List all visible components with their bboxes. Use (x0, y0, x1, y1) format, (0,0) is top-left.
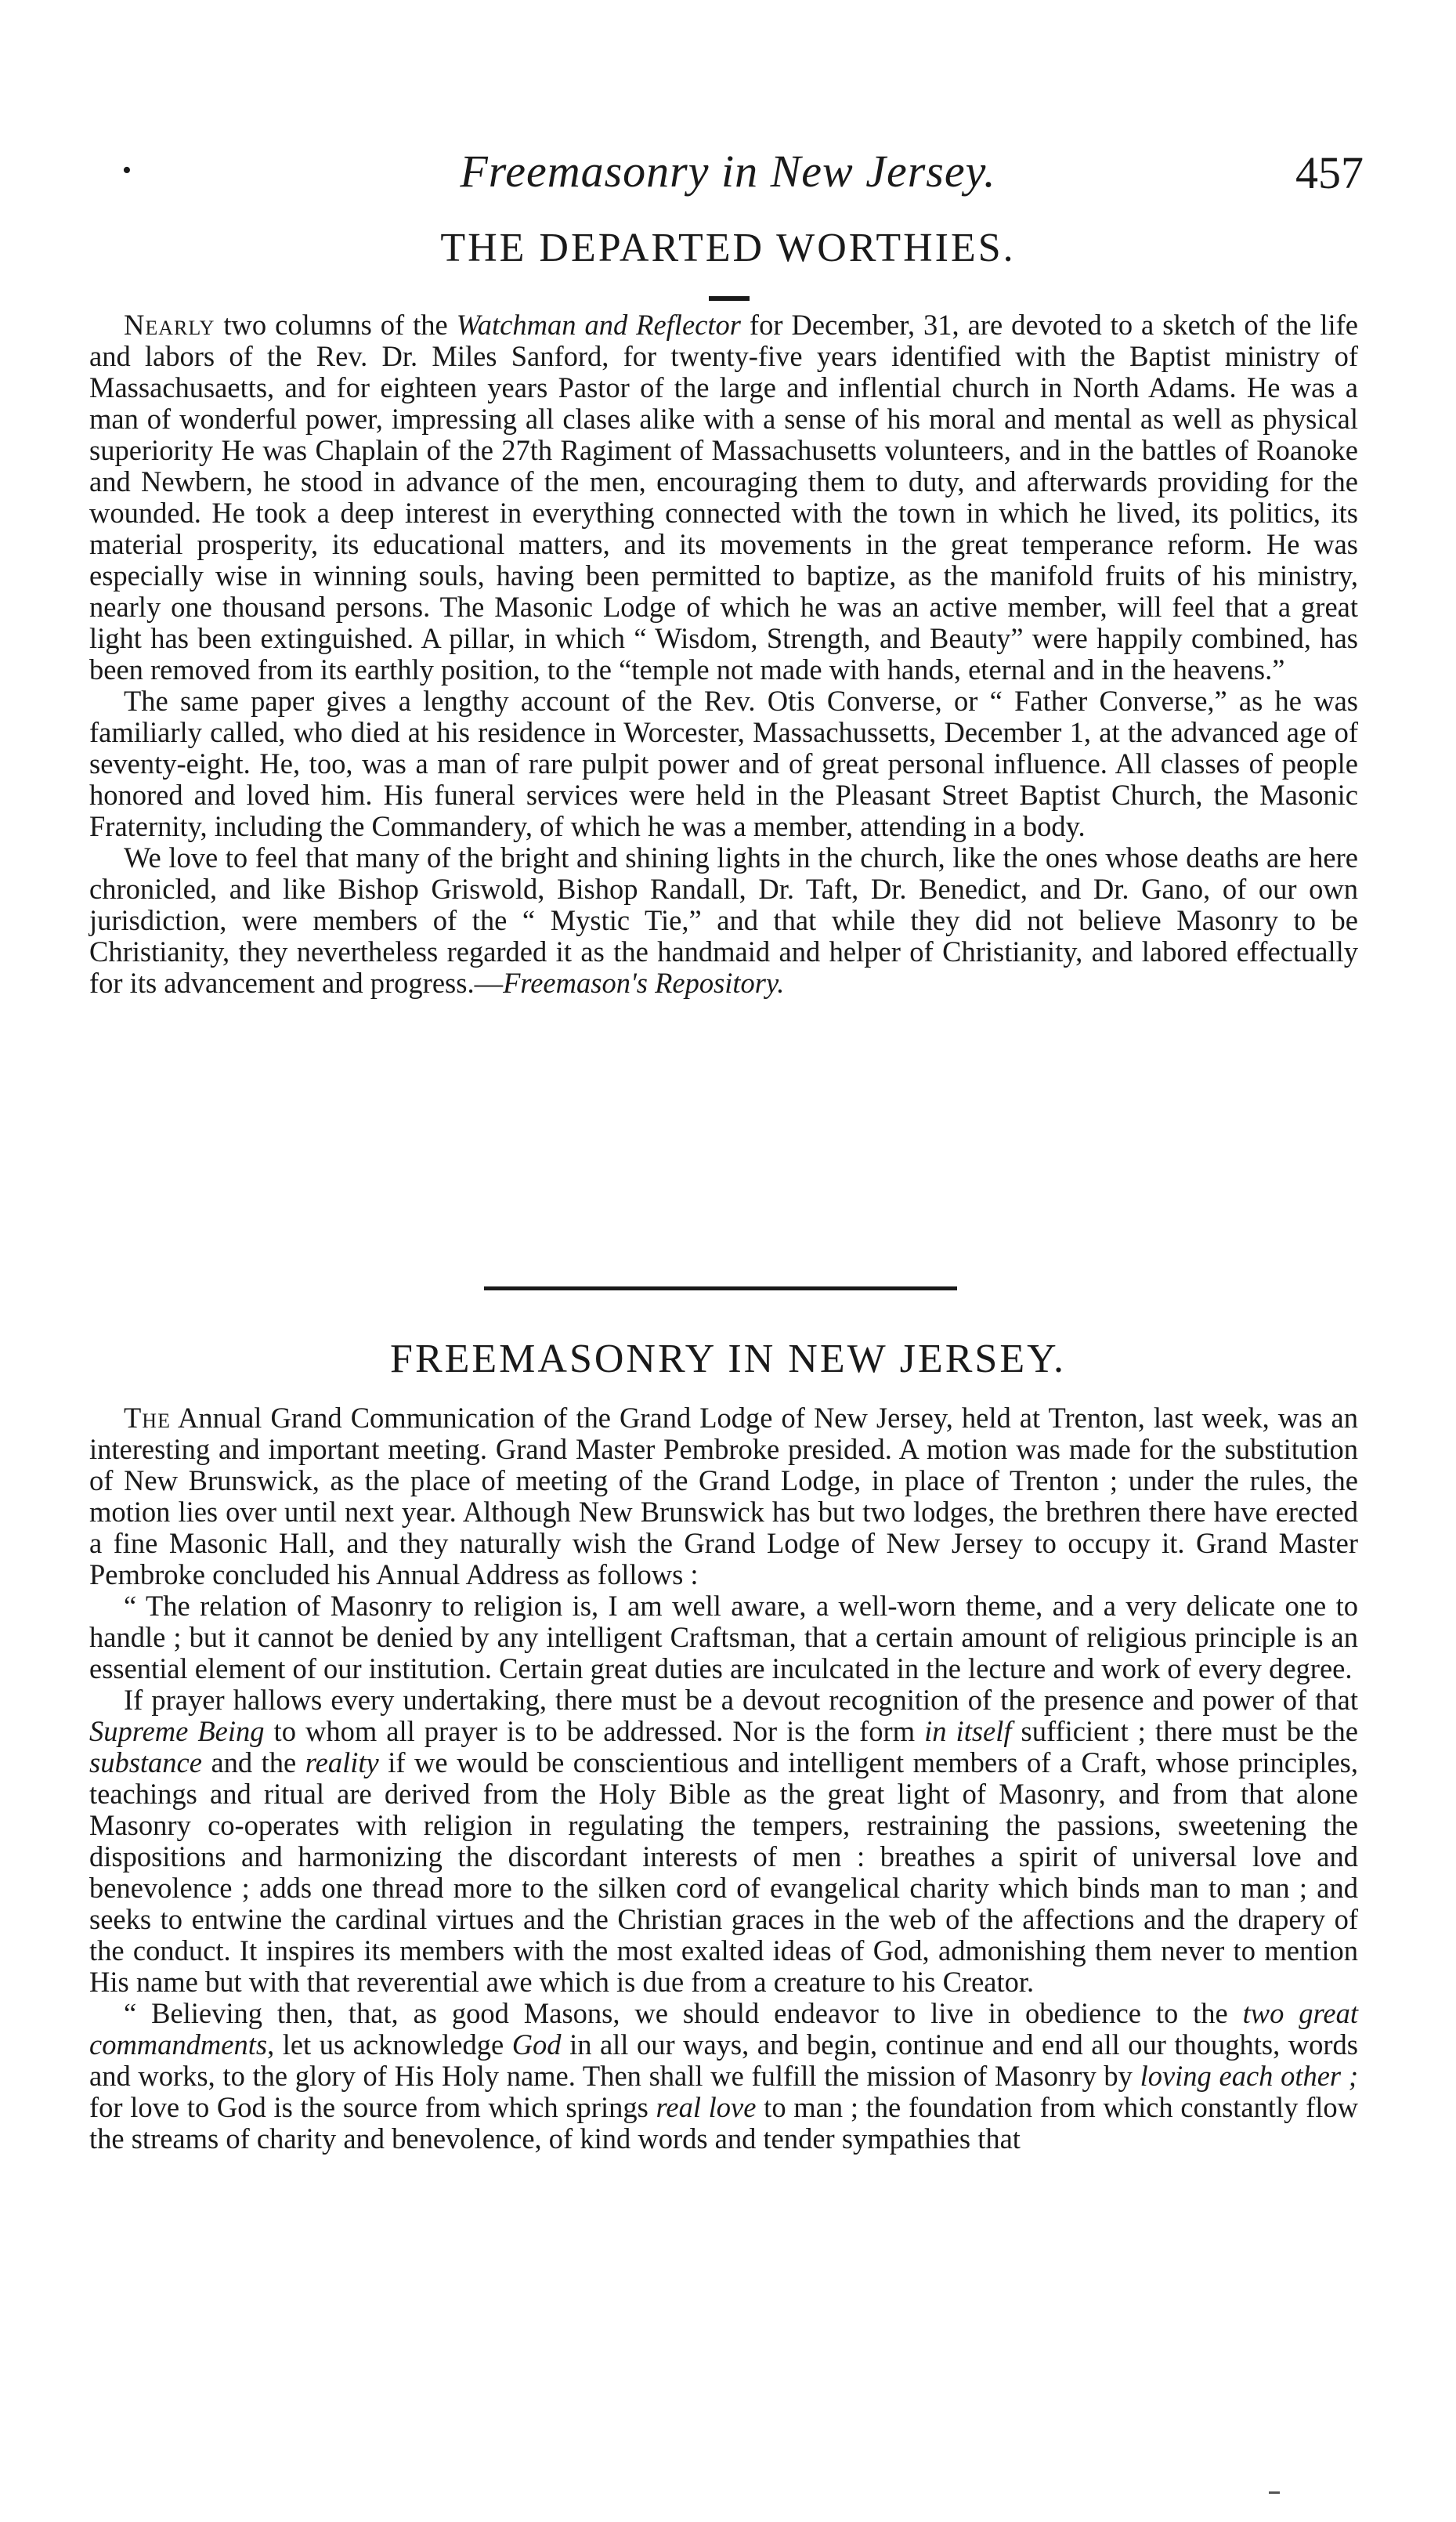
paragraph: We love to feel that many of the bright and shining lights in the church, like the ones whose deaths are here chronicled, and like Bishop Griswold, Bishop Randall, Dr. Taft, Dr. Benedict, and Dr. Gano, of our own jurisdiction, were members of the “ Mystic Tie,” and that while they did not believe Masonry to be Christianity, they nevertheless regarded it as the handmaid and helper of Christianity, and labored effectually for its advancement and progress.—Freemason's Repository. (89, 841, 1358, 999)
lead-word: The (124, 1402, 171, 1434)
paragraph: Nearly two columns of the Watchman and Reflector for December, 31, are devoted to a sketch of the life and labors of the Rev. Dr. Miles Sanford, for twenty-five years identified with the Baptist ministry of Massachusaetts, and for eighteen years Pastor of the large and inflential church in North Adams. He was a man of wonderful power, impressing all clases alike with a sense of his moral and mental as well as physical superiority He was Chaplain of the 27th Ragiment of Massachusetts volunteers, and in the battles of Roanoke and Newbern, he stood in advance of the men, encouraging them to duty, and afterwards providing for the wounded. He took a deep interest in everything connected with the town in which he lived, its politics, its material prosperity, its educational matters, and its movements in the great temperance reform. He was especially wise in winning souls, having been permitted to baptize, as the manifold fruits of his ministry, nearly one thousand persons. The Masonic Lodge of which he was an active member, will feel that a great light has been extinguished. A pillar, in which “ Wisdom, Strength, and Beauty” were happily combined, has been removed from its earthly position, to the “temple not made with hands, eternal and in the heavens.” (89, 309, 1359, 686)
printer-mark (1269, 2491, 1280, 2494)
article-body-freemasonry-new-jersey (89, 1402, 1358, 2155)
heading-dash-divider (709, 296, 750, 301)
paragraph: The same paper gives a lengthy account of the Rev. Otis Converse, or “ Father Converse,” as he was familiarly called, who died at his residence in Worcester, Massachussetts, December 1, at the advanced age of seventy-eight. He, too, was a man of rare pulpit power and of great personal influence. All classes of people honored and loved him. His funeral services were held in the Pleasant Street Baptist Church, the Masonic Fraternity, including the Commandery, of which he was a member, attending in a body. (89, 685, 1358, 842)
page-number: 457 (1295, 147, 1364, 198)
periodical-title: Watchman and Reflector (456, 309, 741, 341)
section-rule (484, 1286, 957, 1290)
running-title: Freemasonry in New Jersey. (460, 146, 996, 197)
paragraph: If prayer hallows every undertaking, there must be a devout recognition of the presence and power of that Supreme Being to whom all prayer is to be addressed. Nor is the form in itself sufficient ; there must be the substance and the reality if we would be conscientious and intelligent members of a Craft, whose principles, teachings and ritual are derived from the Holy Bible as the great light of Masonry, and from that alone Masonry co-operates with religion in regulating the tempers, restraining the passions, sweetening the dispositions and harmonizing the discordant interests of men : breathes a spirit of universal love and benevolence ; adds one thread more to the silken cord of evangelical charity which binds man to man ; and seeks to entwine the cardinal virtues and the Christian graces in the web of the affections and the drapery of the conduct. It inspires its members with the most exalted ideas of God, admonishing them never to mention His name but with that reverential awe which is due from a creature to his Creator. (89, 1684, 1359, 1998)
article-body-departed-worthies (89, 309, 1358, 999)
article-heading-departed-worthies: THE DEPARTED WORTHIES. (440, 226, 1016, 270)
running-head (0, 145, 1456, 208)
paragraph: “ Believing then, that, as good Masons, we should endeavor to live in obedience to the two great commandments, let us acknowledge God in all our ways, and begin, continue and end all our thoughts, words and works, to the glory of His Holy name. Then shall we fulfill the mission of Masonry by loving each other ; for love to God is the source from which springs real love to man ; the foundation from which constantly flow the streams of charity and benevolence, of kind words and tender sympathies that (89, 1997, 1359, 2155)
paragraph: “ The relation of Masonry to religion is, I am well aware, a well-worn theme, and a very delicate one to handle ; but it cannot be denied by any intelligent Craftsman, that a certain amount of religious principle is an essential element of our institution. Certain great duties are inculcated in the lecture and work of every degree. (89, 1590, 1358, 1684)
article-heading-freemasonry-new-jersey: FREEMASONRY IN NEW JERSEY. (390, 1337, 1066, 1381)
stray-mark: • (122, 156, 132, 185)
source-credit: Freemason's Repository. (503, 967, 785, 999)
paragraph: The Annual Grand Communication of the Grand Lodge of New Jersey, held at Trenton, last week, was an interesting and important meeting. Grand Master Pembroke presided. A motion was made for the substitution of New Brunswick, as the place of meeting of the Grand Lodge, in place of Trenton ; under the rules, the motion lies over until next year. Although New Brunswick has but two lodges, the brethren there have erected a fine Masonic Hall, and they naturally wish the Grand Lodge of New Jersey to occupy it. Grand Master Pembroke concluded his Annual Address as follows : (89, 1402, 1358, 1590)
lead-word: Nearly (124, 309, 215, 341)
